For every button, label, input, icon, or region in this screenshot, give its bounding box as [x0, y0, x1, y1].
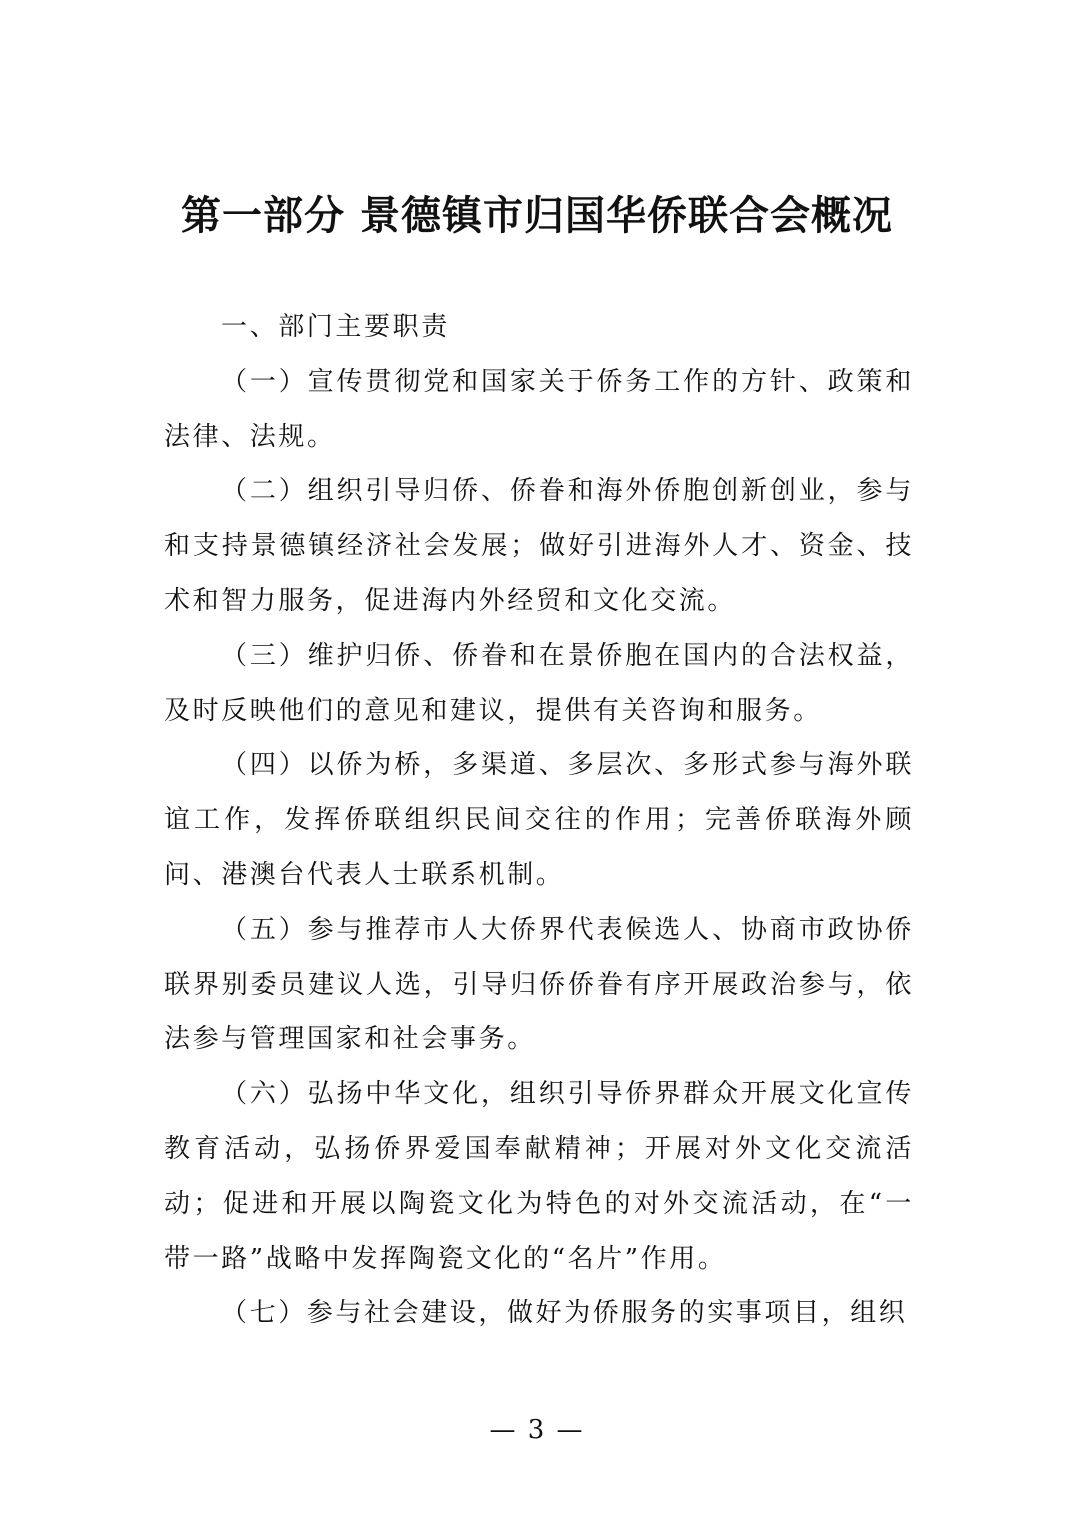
- paragraph-2: （二）组织引导归侨、侨眷和海外侨胞创新创业，参与和支持景德镇经济社会发展；做好引进海外人才、资金、技术和智力服务，促进海内外经贸和文化交流。: [164, 476, 914, 616]
- document-body: [164, 300, 914, 1341]
- page-title: 第一部分 景德镇市归国华侨联合会概况: [181, 193, 893, 239]
- paragraph-4: （四）以侨为桥，多渠道、多层次、多形式参与海外联谊工作，发挥侨联组织民间交往的作用；完善侨联海外顾问、港澳台代表人士联系机制。: [164, 750, 914, 890]
- paragraph-7: （七）参与社会建设，做好为侨服务的实事项目，组织: [221, 1298, 908, 1329]
- paragraph-6: （六）弘扬中华文化，组织引导侨界群众开展文化宣传教育活动，弘扬侨界爱国奉献精神；开展对外文化交流活动；促进和开展以陶瓷文化为特色的对外交流活动，在“一带一路”战略中发挥陶瓷文化的“名片”作用。: [164, 1079, 914, 1274]
- page-number: — 3 —: [489, 1415, 585, 1445]
- paragraph-3: （三）维护归侨、侨眷和在景侨胞在国内的合法权益，及时反映他们的意见和建议，提供有关咨询和服务。: [164, 640, 914, 726]
- paragraph-1: （一）宣传贯彻党和国家关于侨务工作的方针、政策和法律、法规。: [164, 366, 914, 452]
- section-heading: 一、部门主要职责: [221, 312, 450, 342]
- paragraph-5: （五）参与推荐市人大侨界代表候选人、协商市政协侨联界别委员建议人选，引导归侨侨眷有序开展政治参与，依法参与管理国家和社会事务。: [164, 914, 914, 1055]
